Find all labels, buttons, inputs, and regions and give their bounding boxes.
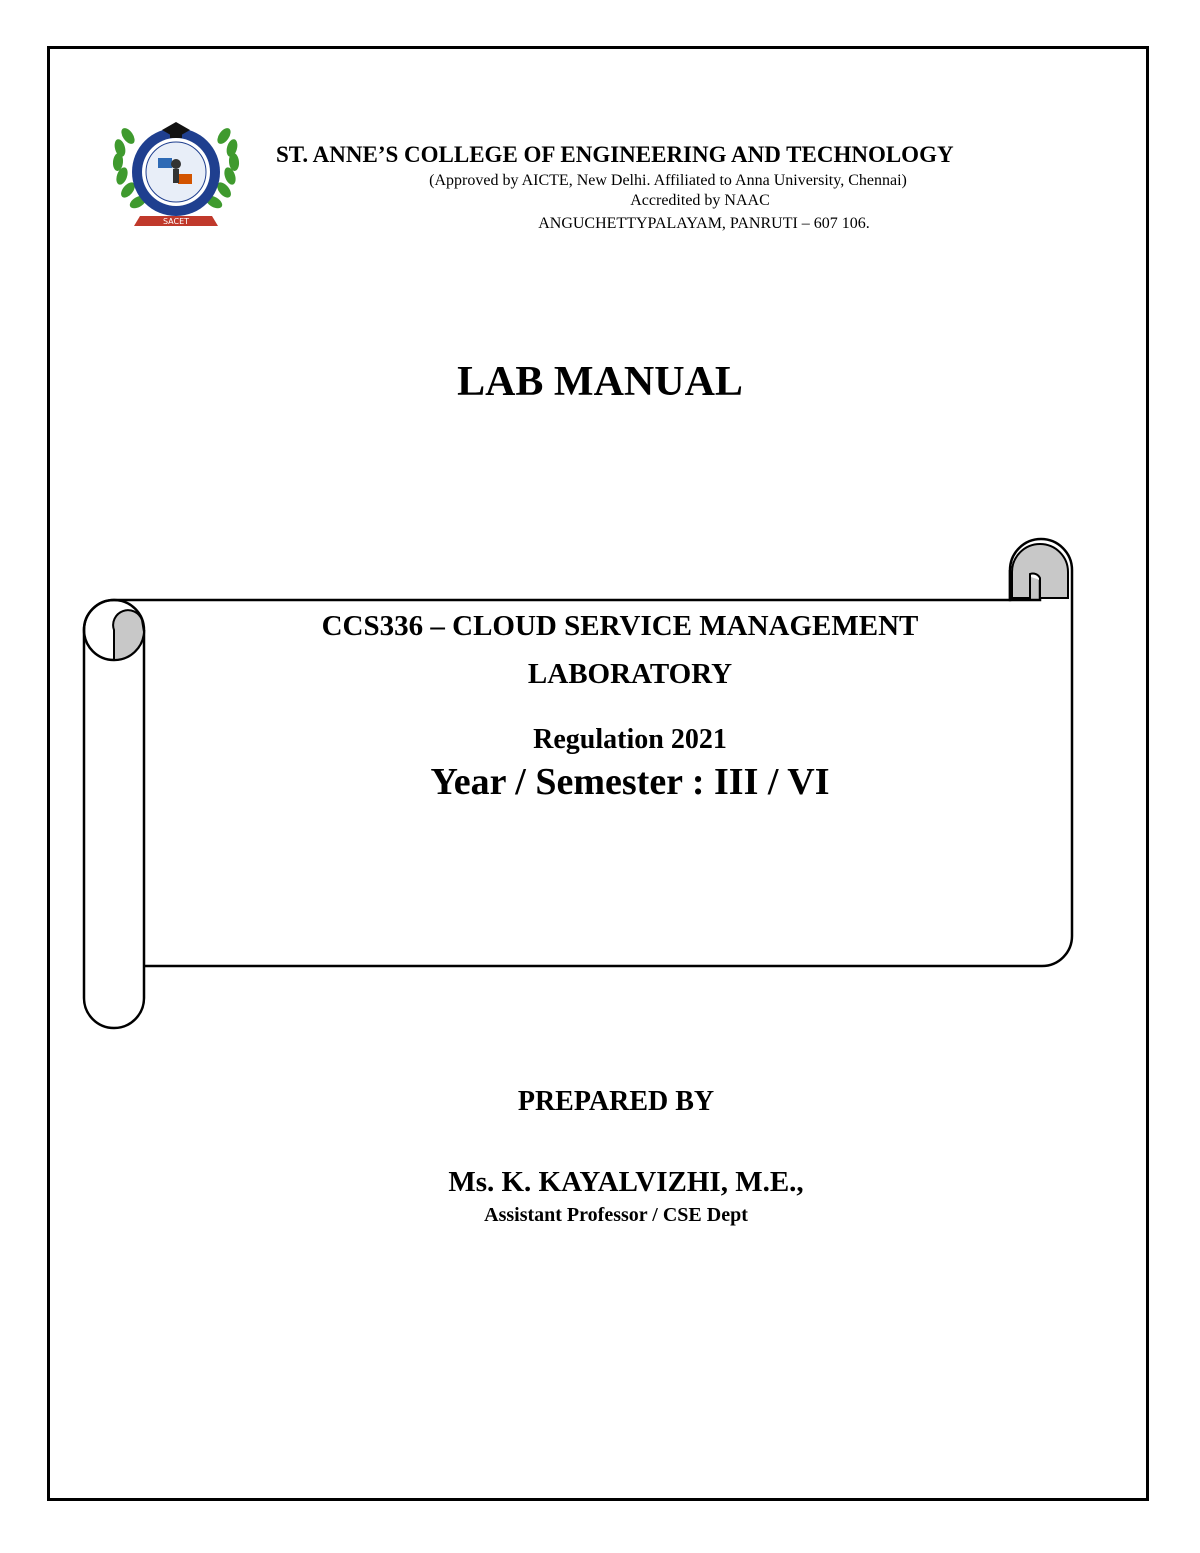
regulation: Regulation 2021 [533,724,727,755]
document-title: LAB MANUAL [457,359,743,405]
course-title-line1: CCS336 – CLOUD SERVICE MANAGEMENT [321,610,919,642]
author-name: Ms. K. KAYALVIZHI, M.E., [448,1166,804,1198]
college-accreditation: Accredited by NAAC [630,192,770,209]
college-name: ST. ANNE’S COLLEGE OF ENGINEERING AND TECHNOLOGY [276,142,954,167]
college-address: ANGUCHETTYPALAYAM, PANRUTI – 607 106. [538,215,870,232]
prepared-by-label: PREPARED BY [517,1086,715,1117]
course-title-line2: LABORATORY [527,658,733,690]
year-semester: Year / Semester : III / VI [430,761,830,803]
author-role: Assistant Professor / CSE Dept [484,1204,748,1226]
college-approval: (Approved by AICTE, New Delhi. Affiliated to Anna University, Chennai) [429,172,907,189]
logo-banner-text: SACET [162,217,190,226]
